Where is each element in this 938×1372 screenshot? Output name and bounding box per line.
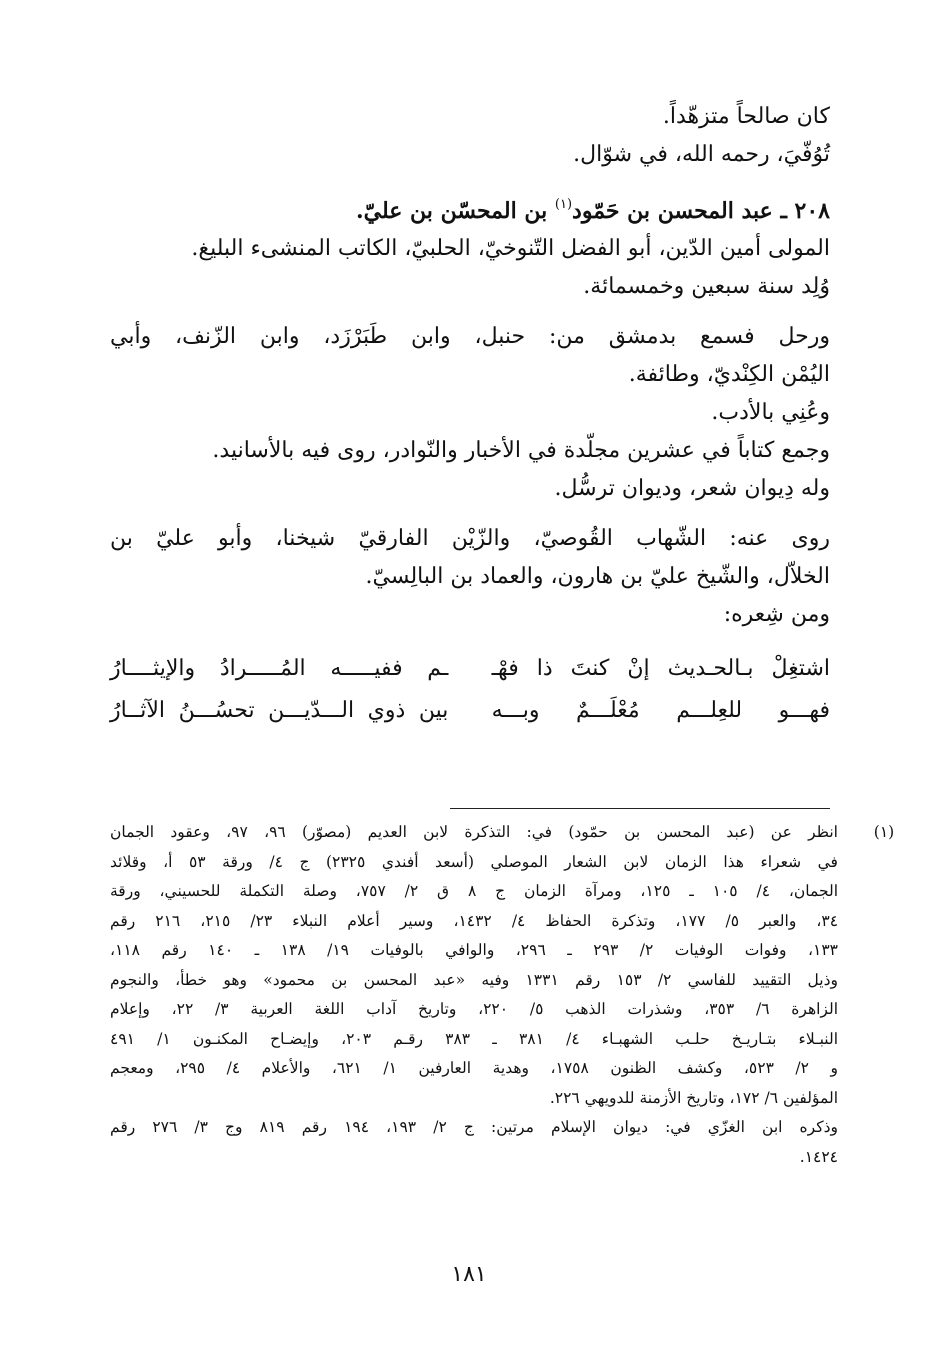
footnote-line: وذكره ابن الغزّي في: ديوان الإسلام مرتين: ج ٢/ ١٩٣، ١٩٤ رقم ٨١٩ وج ٣/ ٢٧٦ رقم [110,1118,838,1136]
text-line: تُوُفّيَ، رحمه الله، في شوّال. [573,142,830,167]
poem-verse [110,648,830,690]
footnote-line: النبـلاء بتـاريـخ حلـب الشهبـاء ٤/ ٣٨١ ـ ٣٨٣ رقـم ٢٠٣، وإيضـاح المكنـون ١/ ٤٩١ [110,1029,839,1048]
footnote-line: في شعراء هذا الزمان لابن الشعار الموصلي (أسعد أفندي ٢٣٢٥) ج ٤/ ورقة ٥٣ أ، وقلائد [110,852,838,871]
footnote-line: المؤلفين ٦/ ١٧٢، وتاريخ الأزمنة للدويهي ٢٢٦. [549,1088,838,1107]
main-text [110,98,830,732]
text-line: وعُنِي بالأدب. [711,400,830,425]
footnote-line: الجمان، ٤/ ١٠٥ ـ ١٢٥، ومرآة الزمان ج ٨ ق ٢/ ٧٥٧، وصلة التكملة للحسيني، ورقة [110,882,838,900]
footnote-line: الزاهرة ٦/ ٣٥٣، وشذرات الذهب ٥/ ٢٢٠، وتاريخ آداب اللغة العربية ٣/ ٢٢، وإعلام [110,1000,838,1018]
text-line: الخلاّل، والشّيخ عليّ بن هارون، والعماد بن البالِسيّ. [365,564,830,589]
text-line: روى عنه: الشّهاب القُوصيّ، والزّيْن الفارقيّ شيخنا، وأبو عليّ بن [110,526,830,551]
footnote-reference: (١) [554,197,573,212]
verse-first-hemistich: اشتغِلْ بـالحـديث إنْ كنتَ ذا فهْـ [491,656,830,681]
text-line: وجمع كتاباً في عشرين مجلّدة في الأخبار والنّوادر، روى فيه بالأسانيد. [212,438,830,463]
footnotes [110,818,895,1172]
footnote-line: ٣٤، والعبر ٥/ ١٧٧، وتذكرة الحفاظ ٤/ ١٤٣٢، وسير أعلام النبلاء ٢٣/ ٢١٥، ٢١٦ رقم [110,911,839,930]
text-line: كان صالحاً متزهّداً. [662,104,830,129]
text-line: وُلِد سنة سبعين وخمسمائة. [583,274,830,299]
footnote-number: (١) [873,823,895,841]
poem-verse [110,690,830,732]
footnote-line: انظر عن (عبد المحسن بن حمّود) في: التذكرة لابن العديم (مصوّر) ٩٦، ٩٧، وعقود الجمان [110,823,838,841]
footnote-line: و ٢/ ٥٢٣، وكشف الظنون ١٧٥٨، وهدية العارفين ١/ ٦٢١، والأعلام ٤/ ٢٩٥، ومعجم [110,1059,838,1077]
footnote-line: وذيل التقييد للفاسي ٢/ ١٥٣ رقم ١٣٣١ وفيه «عبد المحسن بن محمود» وهو خطأ، والنجوم [110,970,838,989]
verse-second-hemistich: ـم ففيـــــه المُـــــرادُ والإيثــــارُ [110,656,449,681]
text-line: اليُمْن الكِنْديّ، وطائفة. [628,362,830,387]
entry-heading-lineage: بن المحسّن بن عليّ. [355,198,555,224]
text-line: وله دِيوان شعر، وديوان ترسُّل. [554,476,830,501]
verse-first-hemistich: فهـــو للعِلـــم مُعْلَـــمٌ وبـــه [491,698,830,723]
footnote-line: ١٣٣، وفوات الوفيات ٢/ ٢٩٣ ـ ٢٩٦، والوافي بالوفيات ١٩/ ١٣٨ ـ ١٤٠ رقم ١١٨، [110,941,838,959]
text-line: ورحل فسمع بدمشق من: حنبل، وابن طَبَرْزَد، وابن الزّنف، وأبي [110,324,830,349]
footnote-line: ١٤٢٤. [799,1147,838,1166]
footnote-separator [450,808,830,809]
entry-heading-name: ٢٠٨ ـ عبد المحسن بن حَمّود [572,198,830,224]
text-line: المولى أمين الدّين، أبو الفضل التّنوخيّ، الحلبيّ، الكاتب المنشىء البليغ. [191,236,830,261]
verse-second-hemistich: بين ذوي الـــدّيـــن تحسُـــنُ الآثــارُ [110,698,449,723]
page-number: ١٨١ [451,1262,487,1287]
poem [110,648,830,732]
text-line: ومن شِعره: [723,602,830,627]
entry-heading [110,186,830,230]
